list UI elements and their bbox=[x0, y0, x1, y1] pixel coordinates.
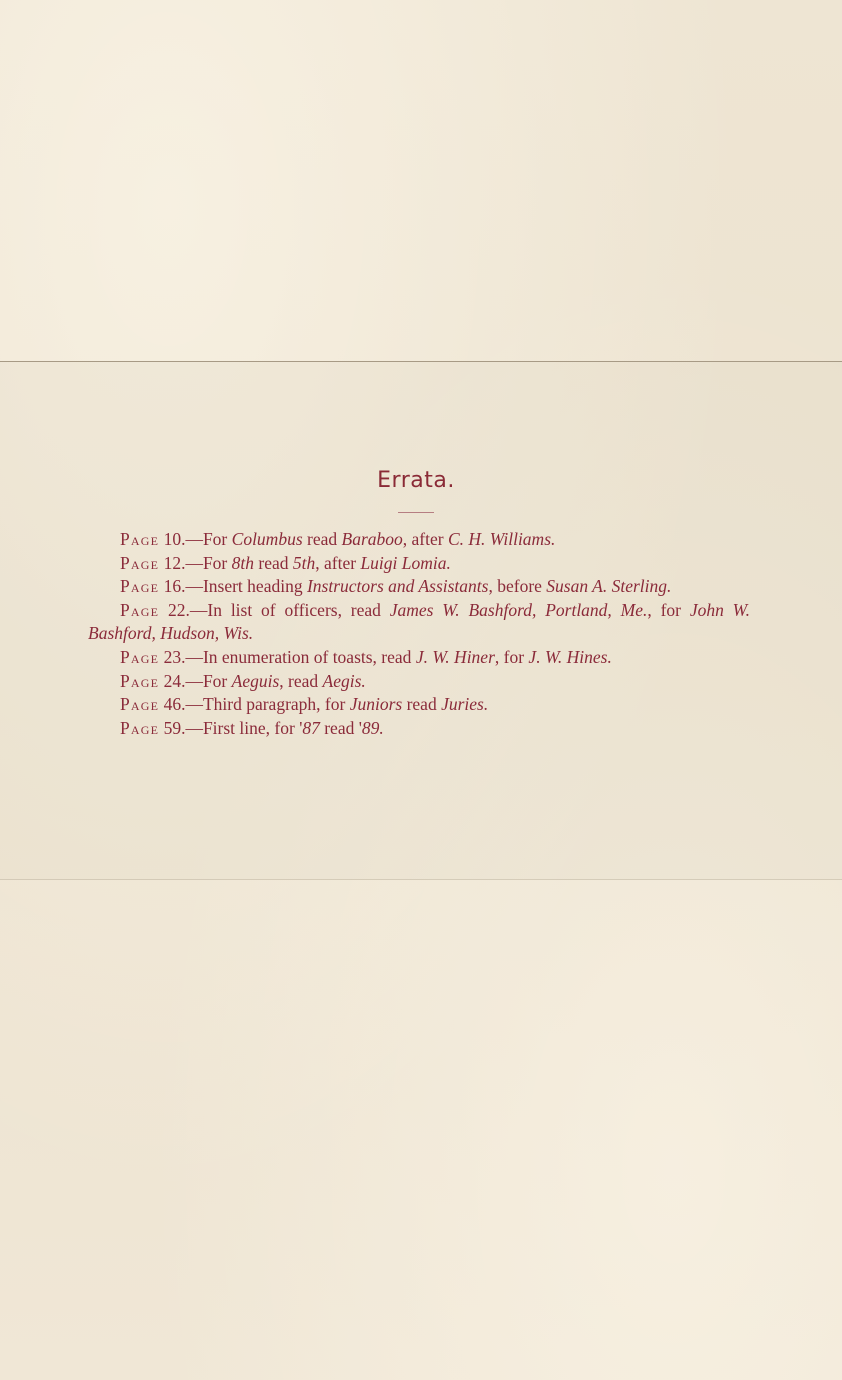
entry-text: 10.—For bbox=[159, 529, 232, 549]
italic-text: 87 bbox=[302, 717, 320, 738]
italic-text: Juries. bbox=[441, 694, 489, 715]
page-label: Page bbox=[120, 599, 160, 620]
italic-text: Columbus bbox=[231, 529, 303, 549]
italic-text: Baraboo bbox=[341, 529, 403, 549]
entry-text: 16.—Insert heading bbox=[159, 576, 307, 597]
errata-entry bbox=[88, 693, 750, 717]
errata-entry bbox=[88, 670, 750, 694]
italic-text: Instructors and Assistants bbox=[306, 576, 489, 597]
italic-text: John W. Bashford, Hudson, Wis. bbox=[88, 599, 751, 644]
errata-entry bbox=[88, 575, 750, 599]
italic-text: J. W. Hines. bbox=[528, 646, 612, 667]
entry-text: , after bbox=[315, 552, 361, 573]
errata-entry bbox=[88, 646, 750, 670]
entry-text: 59.—First line, for ' bbox=[159, 717, 303, 738]
errata-list bbox=[88, 528, 750, 740]
italic-text: J. W. Hiner bbox=[415, 646, 495, 667]
italic-text: Aegis. bbox=[322, 670, 366, 691]
entry-text: , before bbox=[488, 576, 547, 597]
entry-text: , read bbox=[279, 670, 323, 691]
page-title: Errata. bbox=[377, 468, 455, 493]
top-fold-line bbox=[0, 361, 842, 362]
title-rule bbox=[398, 512, 434, 513]
page-label: Page bbox=[120, 529, 160, 549]
italic-text: C. H. Williams. bbox=[447, 529, 556, 549]
page-label: Page bbox=[120, 717, 160, 738]
entry-text: read ' bbox=[319, 717, 362, 738]
italic-text: Luigi Lomia. bbox=[360, 552, 451, 573]
entry-text: 12.—For bbox=[159, 552, 232, 573]
page-label: Page bbox=[120, 670, 160, 691]
entry-text: , after bbox=[402, 529, 448, 549]
bottom-fold-line bbox=[0, 879, 842, 880]
italic-text: Susan A. Sterling. bbox=[546, 576, 672, 597]
entry-text: read bbox=[302, 529, 342, 549]
entry-text: read bbox=[254, 552, 293, 573]
page-label: Page bbox=[120, 552, 160, 573]
italic-text: 8th bbox=[231, 552, 255, 573]
italic-text: 89. bbox=[361, 717, 384, 738]
italic-text: 5th bbox=[292, 552, 316, 573]
errata-entry bbox=[88, 528, 750, 552]
entry-text: , for bbox=[647, 599, 690, 620]
entry-text: 46.—Third paragraph, for bbox=[159, 694, 350, 715]
entry-text: 22.—In list of officers, read bbox=[159, 599, 390, 620]
page-label: Page bbox=[120, 646, 160, 667]
italic-text: Juniors bbox=[349, 694, 403, 715]
errata-entry bbox=[88, 717, 750, 741]
page-label: Page bbox=[120, 694, 160, 715]
italic-text: James W. Bashford, Portland, Me. bbox=[389, 599, 648, 620]
page-label: Page bbox=[120, 576, 160, 597]
entry-text: , for bbox=[494, 646, 529, 667]
entry-text: 24.—For bbox=[159, 670, 232, 691]
errata-entry bbox=[88, 599, 750, 646]
entry-text: read bbox=[402, 694, 442, 715]
italic-text: Aeguis bbox=[231, 670, 280, 691]
errata-entry bbox=[88, 552, 750, 576]
entry-text: 23.—In enumeration of toasts, read bbox=[159, 646, 416, 667]
